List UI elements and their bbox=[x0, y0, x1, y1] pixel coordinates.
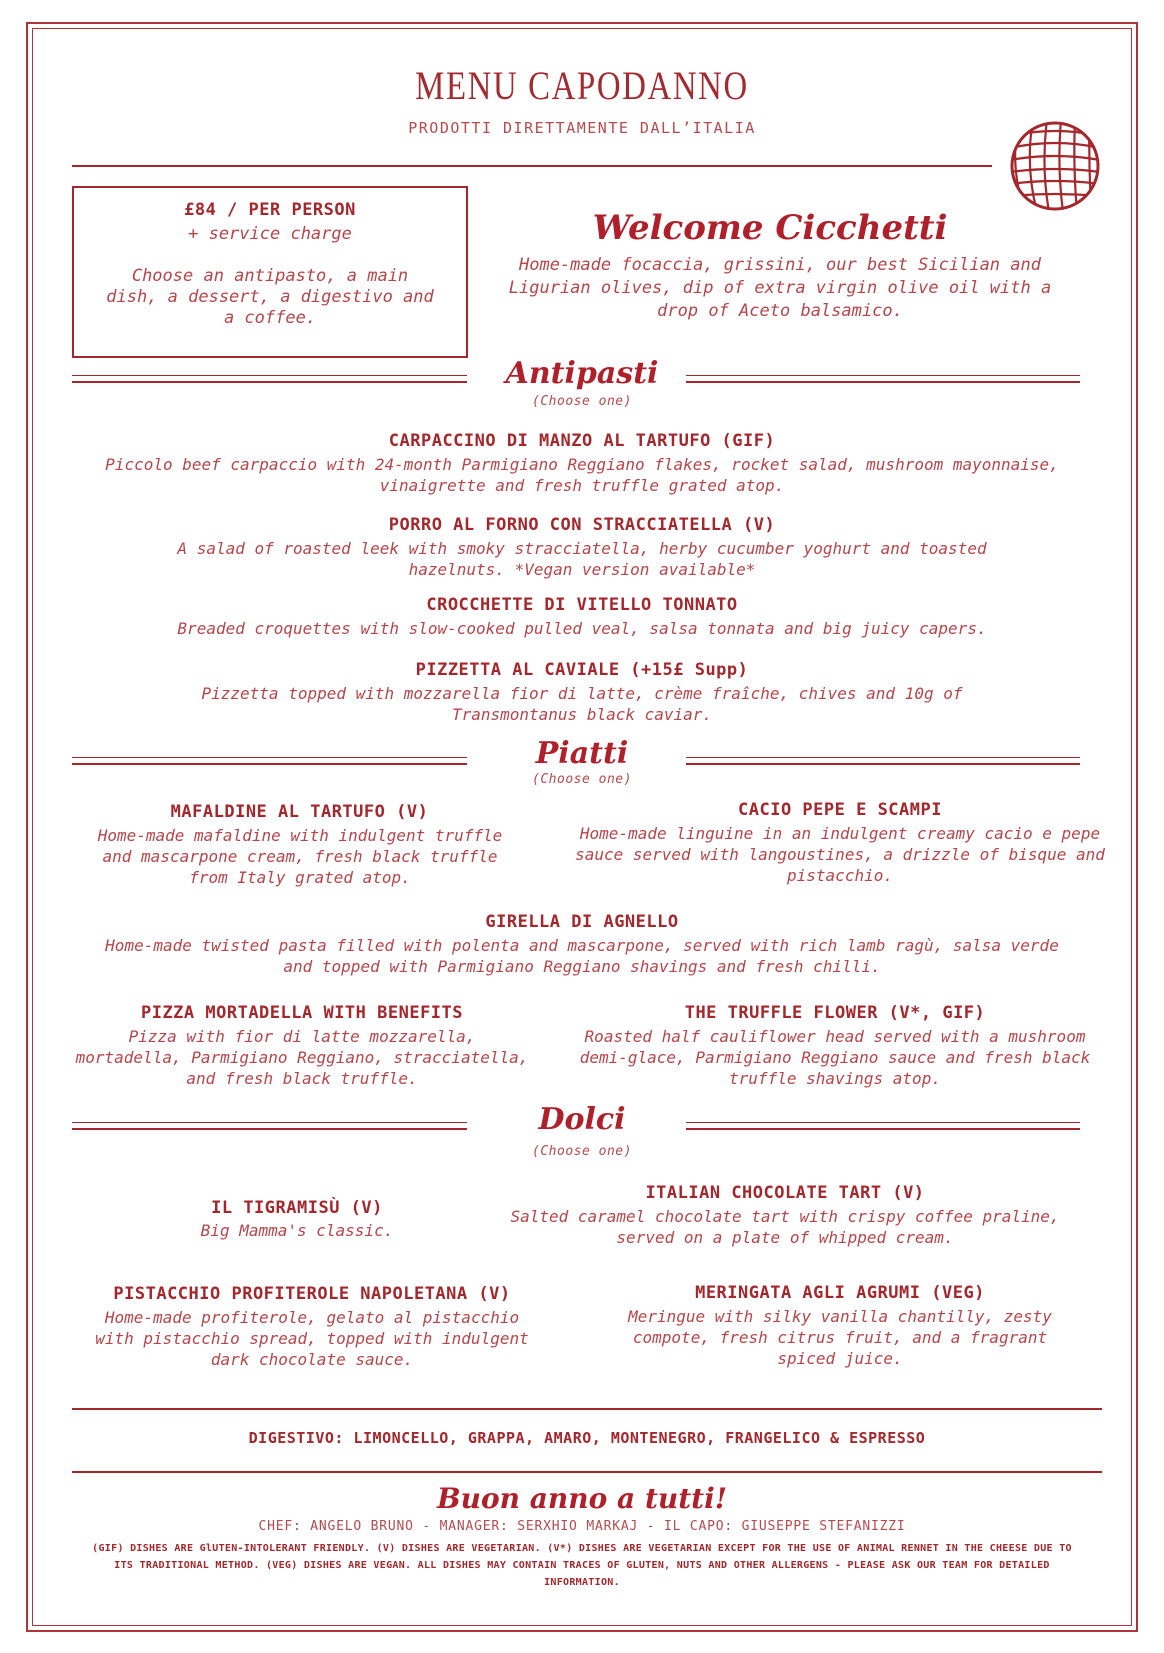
dish-description: Roasted half cauliflower head served with a mushroom demi-glace, Parmigiano Reggiano sauce and fresh black truffle shavings atop. bbox=[579, 1027, 1091, 1088]
dish-name: GIRELLA DI AGNELLO bbox=[485, 912, 679, 932]
welcome-title: Welcome Cicchetti bbox=[592, 208, 948, 248]
header-divider bbox=[72, 165, 992, 167]
piatti-rule-left bbox=[72, 757, 467, 765]
dish-name: CARPACCINO DI MANZO AL TARTUFO (GIF) bbox=[388, 431, 776, 451]
antipasti-choose: (Choose one) bbox=[532, 394, 632, 409]
dish-name: IL TIGRAMISÙ (V) bbox=[211, 1198, 383, 1218]
dish-name: CROCCHETTE DI VITELLO TONNATO bbox=[426, 595, 738, 615]
digestivo-line: DIGESTIVO: LIMONCELLO, GRAPPA, AMARO, MONTENEGRO, FRANGELICO & ESPRESSO bbox=[248, 1429, 926, 1447]
welcome-description: Home-made focaccia, grissini, our best Sicilian and Ligurian olives, dip of extra virgin olive oil with a drop of Aceto balsamico. bbox=[508, 255, 1052, 321]
dish-description: Meringue with silky vanilla chantilly, zesty compote, fresh citrus fruit, and a fragrant spiced juice. bbox=[628, 1307, 1052, 1368]
antipasti-rule-left bbox=[72, 375, 467, 383]
dish-description: Breaded croquettes with slow-cooked pulled veal, salsa tonnata and big juicy capers. bbox=[177, 619, 987, 638]
price-amount: £84 / PER PERSON bbox=[184, 200, 356, 220]
piatti-rule-right bbox=[686, 757, 1080, 765]
digestivo-top-rule bbox=[72, 1408, 1102, 1410]
allergen-notice: (GIF) DISHES ARE GlUTEN-INTOLERANT FRIENDLY. (V) DISHES ARE VEGETARIAN. (V*) DISHES ARE VEGETARIAN EXCEPT FOR THE USE OF ANIMAL RENNET IN THE CHEESE DUE TO ITS TRADITIONAL METHOD. (VEG) DISHES ARE VEGAN. ALL DISHES MAY CONTAIN TRACES OF GLUTEN, NUTS AND OTHER ALLERGENS - PLEASE ASK OUR TEAM FOR DETAILED INFORMATION. bbox=[92, 1543, 1072, 1588]
piatti-title: Piatti bbox=[535, 736, 629, 771]
dish-name: PIZZA MORTADELLA WITH BENEFITS bbox=[140, 1003, 464, 1023]
dolci-rule-left bbox=[72, 1122, 467, 1130]
dish-description: Piccolo beef carpaccio with 24-month Parmigiano Reggiano flakes, rocket salad, mushroom mayonnaise, vinaigrette and fresh truffle grated atop. bbox=[105, 455, 1059, 495]
piatti-choose: (Choose one) bbox=[532, 772, 632, 787]
dolci-rule-right bbox=[686, 1122, 1080, 1130]
dish-description: Home-made profiterole, gelato al pistacchio with pistacchio spread, topped with indulgent dark chocolate sauce. bbox=[95, 1308, 529, 1369]
dish-description: A salad of roasted leek with smoky stracciatella, herby cucumber yoghurt and toasted hazelnuts. *Vegan version available* bbox=[177, 539, 987, 579]
dish-name: ITALIAN CHOCOLATE TART (V) bbox=[645, 1183, 925, 1203]
footer-greeting: Buon anno a tutti! bbox=[436, 1482, 728, 1515]
dish-description: Home-made linguine in an indulgent creamy cacio e pepe sauce served with langoustines, a drizzle of bisque and pistacchio. bbox=[575, 824, 1105, 885]
dish-name: PIZZETTA AL CAVIALE (+15£ Supp) bbox=[415, 660, 749, 680]
staff-credits: CHEF: ANGELO BRUNO - MANAGER: SERXHIO MARKAJ - IL CAPO: GIUSEPPE STEFANIZZI bbox=[258, 1519, 906, 1534]
price-description: Choose an antipasto, a main dish, a dessert, a digestivo and a coffee. bbox=[106, 266, 434, 328]
antipasti-rule-right bbox=[686, 375, 1080, 383]
price-note: + service charge bbox=[188, 224, 352, 244]
menu-title: MENU CAPODANNO bbox=[415, 63, 749, 108]
dish-description: Big Mamma's classic. bbox=[200, 1221, 394, 1240]
dish-name: PISTACCHIO PROFITEROLE NAPOLETANA (V) bbox=[113, 1284, 511, 1304]
dish-name: MERINGATA AGLI AGRUMI (VEG) bbox=[695, 1283, 985, 1303]
dish-description: Pizzetta topped with mozzarella fior di latte, crème fraîche, chives and 10g of Transmontanus black caviar. bbox=[201, 684, 963, 724]
dolci-title: Dolci bbox=[538, 1102, 626, 1137]
dish-description: Home-made mafaldine with indulgent truffle and mascarpone cream, fresh black truffle from Italy grated atop. bbox=[97, 826, 503, 887]
dish-name: THE TRUFFLE FLOWER (V*, GIF) bbox=[684, 1003, 986, 1023]
dish-description: Pizza with fior di latte mozzarella, mortadella, Parmigiano Reggiano, stracciatella, and fresh black truffle. bbox=[75, 1027, 529, 1088]
dish-name: CACIO PEPE E SCAMPI bbox=[738, 800, 942, 820]
disco-ball-icon bbox=[1005, 120, 1105, 212]
dolci-choose: (Choose one) bbox=[532, 1144, 632, 1159]
digestivo-bottom-rule bbox=[72, 1471, 1102, 1473]
dish-description: Home-made twisted pasta filled with polenta and mascarpone, served with rich lamb ragù, salsa verde and topped with Parmigiano Reggiano shavings and fresh chilli. bbox=[105, 936, 1059, 976]
antipasti-title: Antipasti bbox=[505, 356, 659, 391]
dish-name: PORRO AL FORNO CON STRACCIATELLA (V) bbox=[388, 515, 776, 535]
dish-name: MAFALDINE AL TARTUFO (V) bbox=[170, 802, 429, 822]
menu-subtitle: PRODOTTI DIRETTAMENTE DALL’ITALIA bbox=[408, 119, 756, 137]
price-box bbox=[72, 186, 468, 358]
dish-description: Salted caramel chocolate tart with crispy coffee praline, served on a plate of whipped cream. bbox=[510, 1207, 1060, 1247]
